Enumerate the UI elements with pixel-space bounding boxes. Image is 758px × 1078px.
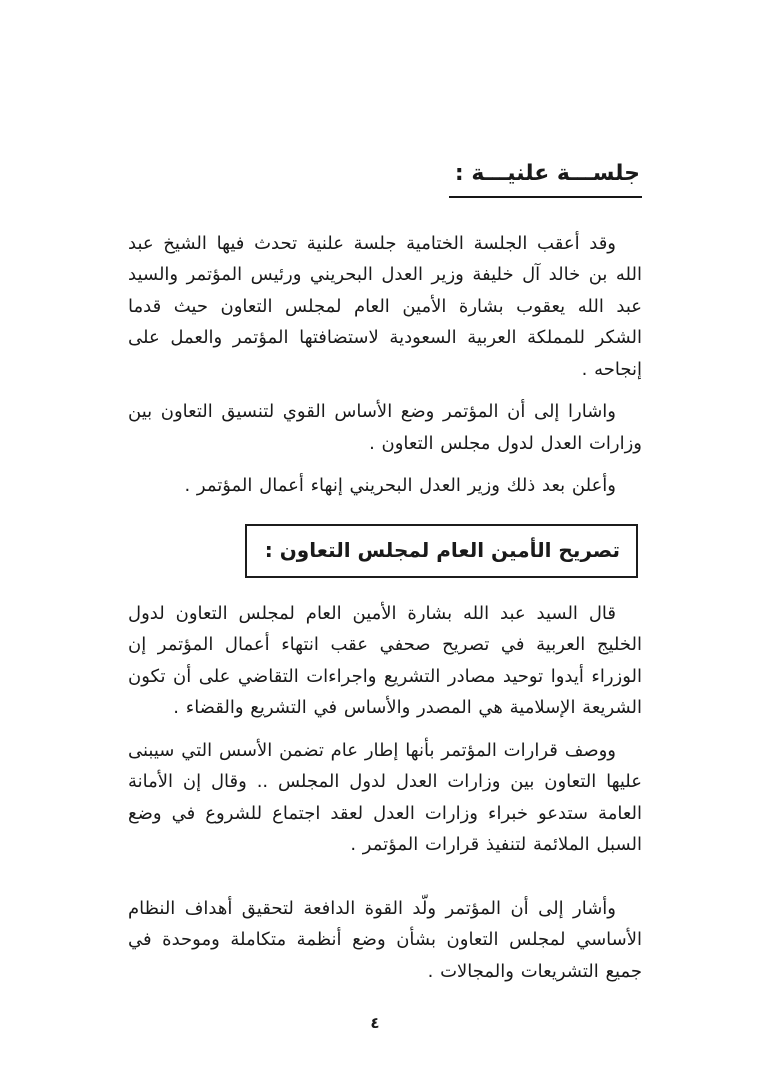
page-number: ٤	[370, 1014, 380, 1032]
paragraph-statement-2: ووصف قرارات المؤتمر بأنها إطار عام تضمن الأسس التي سيبنى عليها التعاون بين وزارات العدل لدول المجلس .. وقال إن الأمانة العامة ستدعو خبراء وزارات العدل لعقد اجتماع للشروع في وضع السبل الملائمة لتنفيذ قرارات المؤتمر .	[128, 739, 642, 856]
secretary-general-statement-box-heading: تصريح الأمين العام لمجلس التعاون :	[245, 524, 638, 578]
paragraph-statement-1: قال السيد عبد الله بشارة الأمين العام لمجلس التعاون لدول الخليج العربية في تصريح صحفي عقب انتهاء أعمال المؤتمر إن الوزراء أيدوا توحيد مصادر التشريع واجراءات التقاضي على أن تكون الشريعة الإسلامية هي المصدر والأساس في التشريع والقضاء .	[128, 602, 642, 719]
document-content	[128, 160, 642, 998]
paragraph-statement-3: وأشار إلى أن المؤتمر ولّد القوة الدافعة لتحقيق أهداف النظام الأساسي لمجلس التعاون بشأن وضع أنظمة متكاملة وموحدة في جميع التشريعات والمجالات .	[128, 897, 642, 982]
paragraph-closing-session-3: وأعلن بعد ذلك وزير العدل البحريني إنهاء أعمال المؤتمر .	[184, 475, 616, 497]
paragraph-closing-session-2: واشارا إلى أن المؤتمر وضع الأساس القوي لتنسيق التعاون بين وزارات العدل لدول مجلس التعاون .	[128, 401, 642, 454]
open-session-heading-row	[128, 160, 642, 198]
open-session-heading: جلســـة علنيـــة :	[449, 160, 642, 198]
paragraph-closing-session-1: وقد أعقب الجلسة الختامية جلسة علنية تحدث فيها الشيخ عبد الله بن خالد آل خليفة وزير العدل البحريني ورئيس المؤتمر والسيد عبد الله يعقوب بشارة الأمين العام لمجلس التعاون حيث قدما الشكر للمملكة العربية السعودية لاستضافتها المؤتمر والعمل على إنجاحه .	[128, 232, 642, 380]
